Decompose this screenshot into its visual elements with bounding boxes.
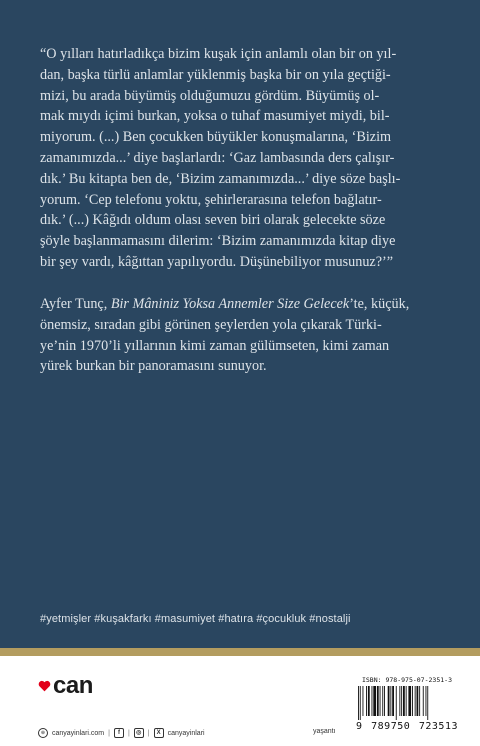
isbn-block	[356, 676, 458, 732]
barcode-bar	[360, 686, 361, 720]
publisher-band	[0, 648, 480, 746]
quote-line: dan, başka türlü anlamlar yüklenmiş başka bir on yıla geçtiği-	[40, 66, 391, 83]
barcode-bar	[388, 686, 390, 716]
barcode-bar	[377, 686, 379, 716]
quote-line: bir şey vardı, kâğıttan yapılıyordu. Düşünebiliyor musunuz?’”	[40, 253, 394, 270]
quote-line: miyorum. (...) Ben çocukken büyükler konuşmalarına, ‘Bizim	[40, 129, 392, 146]
barcode-bar	[390, 686, 391, 716]
barcode-bar	[382, 686, 383, 716]
isbn-digit-group: 9	[356, 721, 363, 732]
quote-line: zamanımızda...’ diye başlarlardı: ‘Gaz lambasında ders çalışır-	[40, 149, 395, 166]
quote-line: şöyle başlanmamasını dilerim: ‘Bizim zamanımızda kitap diye	[40, 233, 396, 250]
isbn-label: ISBN: 978-975-07-2351-3	[361, 676, 452, 684]
barcode-bar	[368, 686, 370, 716]
heart-icon	[38, 680, 51, 692]
globe-icon: ⊕	[38, 728, 48, 738]
social-handle[interactable]: canyayinlari	[167, 729, 205, 737]
barcode-bar	[406, 686, 407, 716]
barcode-bar	[415, 686, 416, 716]
barcode-bar	[384, 686, 385, 716]
barcode-bar	[426, 686, 427, 716]
barcode-bar	[419, 686, 420, 716]
series-label: yaşantı	[313, 728, 336, 735]
gold-stripe	[0, 648, 480, 656]
hashtags: #yetmişler #kuşakfarkı #masumiyet #hatıra #çocukluk #nostalji	[40, 613, 351, 625]
quote-line: mak mıydı içimi burkan, yoksa o tuhaf masumiyet miydi, bil-	[40, 108, 390, 125]
blurb-line: yürek burkan bir panoramasını sunuyor.	[40, 358, 267, 375]
blurb-paragraph	[40, 294, 440, 377]
isbn-digits	[356, 721, 458, 732]
instagram-icon[interactable]: ◎	[134, 728, 144, 738]
quote-paragraph	[40, 44, 440, 273]
barcode-bar	[403, 686, 405, 716]
barcode-bar	[423, 686, 424, 716]
divider: |	[108, 729, 110, 737]
barcode-bar	[363, 686, 364, 716]
barcode-bar	[417, 686, 419, 716]
barcode-bar	[427, 686, 428, 720]
barcode-bar	[372, 686, 373, 716]
website-link[interactable]: canyayinlari.com	[52, 729, 105, 737]
barcode-bar	[373, 686, 376, 716]
quote-line: dık.’ Bu kitapta ben de, ‘Bizim zamanımızda...’ diye söze başlı-	[40, 170, 401, 187]
blurb-book-title: Bir Mâniniz Yoksa Annemler Size Gelecek	[110, 296, 350, 312]
blurb-author: Ayfer Tunç,	[40, 296, 108, 312]
barcode	[356, 686, 458, 720]
blurb-line: önemsiz, sıradan gibi görünen şeylerden yola çıkarak Türki-	[40, 316, 382, 333]
logo-text: can	[53, 672, 93, 699]
divider: |	[127, 729, 130, 737]
barcode-bar	[358, 686, 359, 720]
quote-line: dık.’ (...) Kâğıdı oldum olası seven biri olarak gelecekte söze	[40, 212, 386, 229]
divider: |	[147, 729, 150, 737]
publisher-contacts	[38, 728, 205, 738]
barcode-bar	[399, 686, 400, 716]
barcode-bar	[396, 686, 397, 720]
barcode-bar	[392, 686, 394, 716]
barcode-bar	[380, 686, 381, 716]
quote-line: “O yılları hatırladıkça bizim kuşak için anlamlı olan bir on yıl-	[40, 46, 397, 62]
quote-line: yorum. ‘Cep telefonu yoktu, şehirlerarasına telefon bağlatır-	[40, 191, 382, 208]
barcode-bar	[366, 686, 367, 716]
barcode-bar	[401, 686, 402, 716]
barcode-bar	[412, 686, 413, 716]
isbn-digit-group: 723513	[418, 721, 458, 732]
isbn-digit-group: 789750	[371, 721, 411, 732]
publisher-logo	[38, 674, 93, 698]
blurb-line: ye’nin 1970’li yıllarının kimi zaman gülümseten, kimi zaman	[40, 337, 390, 354]
x-icon[interactable]: X	[154, 728, 164, 738]
quote-line: mizi, bu arada büyümüş olduğumuzu gördüm. Büyümüş ol-	[40, 87, 380, 104]
barcode-bar	[408, 686, 411, 716]
blurb-line: ’te, küçük,	[349, 296, 410, 312]
facebook-icon[interactable]: f	[114, 728, 124, 738]
